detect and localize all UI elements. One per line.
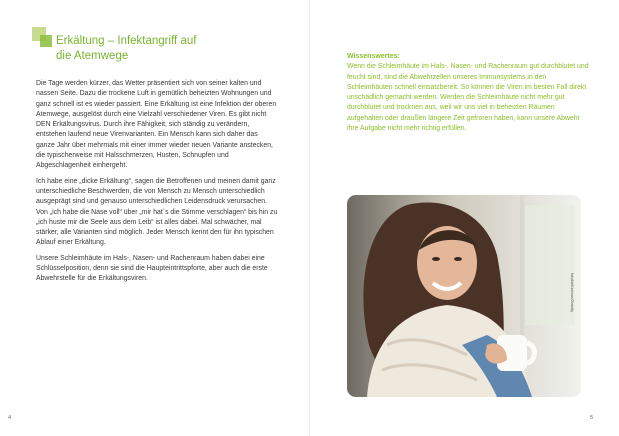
right-page — [310, 0, 619, 436]
facts-box — [347, 52, 591, 134]
body-paragraph-2: Ich habe eine „dicke Erkältung“, sagen die Betroffenen und meinen damit ganz unterschiedliche Beschwerden, die von Mensch zu Mensch unterschiedlich ausgeprägt sind und genauso unterschiedlichen Leidensdruck verursachen. Von „ich habe die Nase voll“ über „mir hat´s die Stimme verschlagen“ bis hin zu „ich huste mir die Seele aus dem Leib“ ist alles dabei. Mal schwächer, mal stärker, alle Varianten sind möglich. Jeder Mensch kennt den für ihn typischen Ablauf einer Erkältung. — [36, 177, 278, 247]
facts-text: Wenn die Schleimhäute im Hals-, Nasen- und Rachenraum gut durchblutet und feucht sind, sind die Abwehrzellen unseres Immunsystems in den Schleimhäuten schnell einsatzbereit. So können die Viren im besten Fall direkt unschädlich gemacht werden. Werden die Schleimhäute nicht mehr gut durchblutet und trocknen aus, weil wir uns viel in beheizten Räumen aufgehalten oder draußen längere Zeit gefroren haben, kann unsere Abwehr ihre Aufgabe nicht mehr richtig erfüllen. — [347, 63, 589, 133]
title-line-1: Erkältung – Infektangriff auf — [56, 35, 197, 47]
title-line-2: die Atemwege — [56, 50, 129, 62]
body-paragraph-1: Die Tage werden kürzer, das Wetter präsentiert sich von seiner kalten und nassen Seite. Dazu die trockene Luft in gemütlich beheizten Wohnungen und ganz schnell ist es wieder passiert. Eine Erkältung ist eine Infektion der oberen Atemwege, ausgelöst durch eine Vielzahl verschiedener Viren. Es gibt nicht DEN Erkältungsvirus. Durch ihre Fähigkeit, sich ständig zu verändern, entstehen laufend neue Virenvarianten. Ein Mensch kann sich daher das ganze Jahr über mehrmals mit einer immer wieder neuen Variante anstecken, die typischerweise mit Halsschmerzen, Husten, Schnupfen und Abgeschlagenheit einhergeht. — [36, 80, 277, 170]
facts-title: Wissenswertes: — [347, 53, 400, 60]
photo-illustration — [347, 195, 581, 397]
body-paragraph-3: Unsere Schleimhäute im Hals-, Nasen- und Rachenraum haben dabei eine Schlüsselposition, denn sie sind die Haupteintrittspforte, aber auch die erste Abwehrstelle für die Erkältungsviren. — [36, 254, 268, 283]
page-number-left: 4 — [8, 415, 12, 421]
title-decoration-square-overlay — [40, 35, 52, 47]
page-title — [56, 34, 276, 64]
woman-with-mug-photo — [347, 195, 581, 397]
body-text — [36, 79, 278, 290]
photo-credit: fotolia/Kzenon/Gravity — [570, 273, 575, 313]
left-page — [0, 0, 309, 436]
page-number-right: 5 — [590, 415, 594, 421]
